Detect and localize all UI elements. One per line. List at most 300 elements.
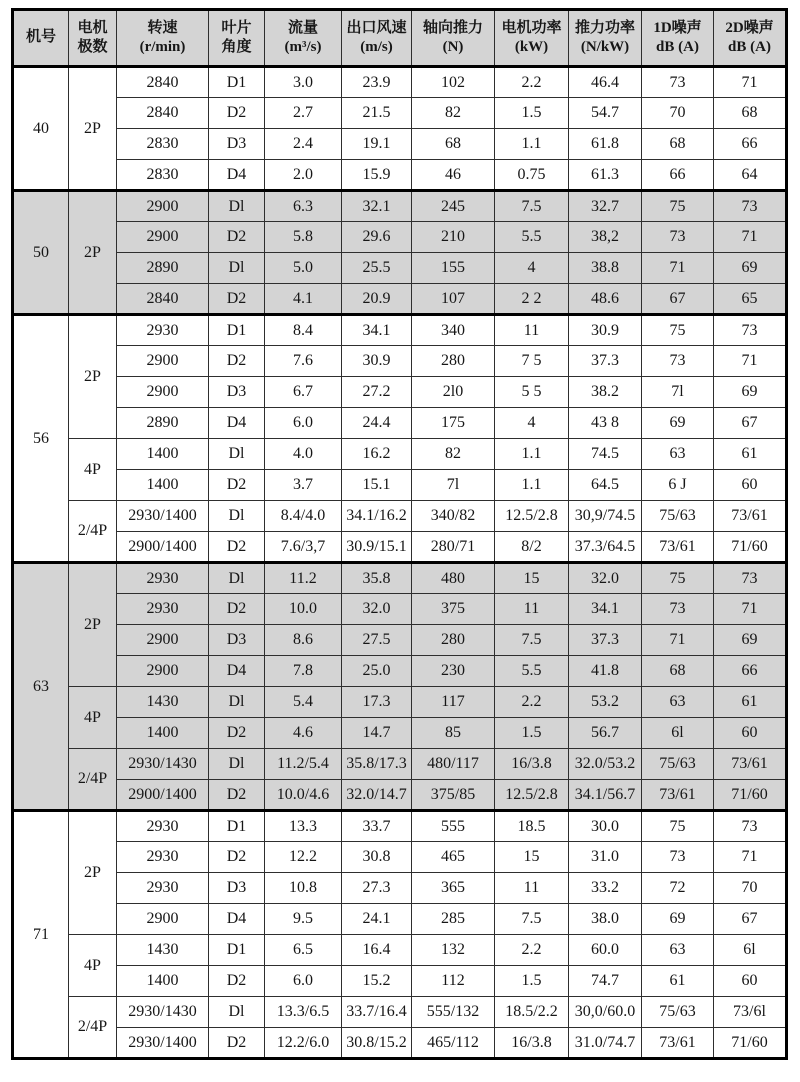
cell-axial-thrust: 465/112	[412, 1028, 495, 1059]
cell-outlet-velocity: 23.9	[342, 67, 412, 98]
cell-noise-1d: 6l	[642, 718, 714, 749]
cell-flow: 7.8	[265, 656, 342, 687]
cell-noise-2d: 71	[714, 594, 787, 625]
cell-noise-1d: 72	[642, 873, 714, 904]
cell-motor-power: 11	[495, 594, 569, 625]
cell-noise-1d: 63	[642, 687, 714, 718]
cell-axial-thrust: 85	[412, 718, 495, 749]
cell-motor-power: 16/3.8	[495, 1028, 569, 1059]
cell-blade-angle: D1	[209, 67, 265, 98]
cell-flow: 2.4	[265, 129, 342, 160]
cell-noise-2d: 68	[714, 98, 787, 129]
cell-noise-2d: 66	[714, 129, 787, 160]
cell-noise-1d: 73	[642, 222, 714, 253]
cell-thrust-power: 34.1	[569, 594, 642, 625]
cell-outlet-velocity: 21.5	[342, 98, 412, 129]
cell-noise-2d: 69	[714, 377, 787, 408]
cell-flow: 5.4	[265, 687, 342, 718]
cell-flow: 6.3	[265, 191, 342, 222]
header-text: dB (A)	[656, 39, 699, 55]
cell-blade-angle: D2	[209, 1028, 265, 1059]
cell-motor-power: 1.5	[495, 98, 569, 129]
cell-axial-thrust: 555/132	[412, 997, 495, 1028]
spec-row	[13, 749, 787, 780]
header-text: 1D噪声	[653, 19, 702, 36]
cell-thrust-power: 41.8	[569, 656, 642, 687]
column-header-thrust-power	[569, 10, 642, 67]
cell-noise-1d: 75	[642, 811, 714, 842]
cell-motor-power: 7.5	[495, 191, 569, 222]
cell-motor-power: 2.2	[495, 935, 569, 966]
cell-flow: 3.7	[265, 470, 342, 501]
cell-pole-count: 4P	[69, 439, 117, 501]
cell-noise-1d: 6 J	[642, 470, 714, 501]
cell-noise-2d: 61	[714, 439, 787, 470]
cell-blade-angle: D3	[209, 625, 265, 656]
cell-motor-power: 15	[495, 842, 569, 873]
cell-motor-power: 8/2	[495, 532, 569, 563]
cell-blade-angle: Dl	[209, 997, 265, 1028]
header-text: 轴向推力	[422, 19, 483, 36]
cell-outlet-velocity: 34.1	[342, 315, 412, 346]
spec-row	[13, 1028, 787, 1059]
header-row	[13, 10, 787, 67]
cell-pole-count: 2/4P	[69, 749, 117, 811]
cell-noise-2d: 73	[714, 191, 787, 222]
cell-axial-thrust: 375/85	[412, 780, 495, 811]
cell-thrust-power: 53.2	[569, 687, 642, 718]
cell-speed: 2900	[117, 191, 209, 222]
cell-motor-power: 2.2	[495, 687, 569, 718]
cell-speed: 2900	[117, 377, 209, 408]
cell-noise-1d: 75/63	[642, 749, 714, 780]
cell-noise-2d: 60	[714, 470, 787, 501]
cell-motor-power: 1.1	[495, 129, 569, 160]
cell-blade-angle: D1	[209, 811, 265, 842]
cell-flow: 8.6	[265, 625, 342, 656]
cell-blade-angle: D4	[209, 904, 265, 935]
column-header-speed	[117, 10, 209, 67]
cell-thrust-power: 60.0	[569, 935, 642, 966]
cell-axial-thrust: 68	[412, 129, 495, 160]
cell-axial-thrust: 340	[412, 315, 495, 346]
cell-pole-count: 2P	[69, 315, 117, 439]
spec-row	[13, 67, 787, 98]
cell-thrust-power: 64.5	[569, 470, 642, 501]
cell-noise-1d: 73/61	[642, 780, 714, 811]
cell-noise-2d: 71/60	[714, 1028, 787, 1059]
spec-row	[13, 315, 787, 346]
cell-blade-angle: D2	[209, 594, 265, 625]
spec-row	[13, 160, 787, 191]
cell-flow: 6.5	[265, 935, 342, 966]
cell-noise-2d: 71	[714, 842, 787, 873]
column-header-motor-power	[495, 10, 569, 67]
cell-speed: 2890	[117, 408, 209, 439]
cell-noise-1d: 66	[642, 160, 714, 191]
header-text: (r/min)	[139, 39, 186, 55]
cell-blade-angle: D2	[209, 532, 265, 563]
cell-blade-angle: D2	[209, 346, 265, 377]
cell-outlet-velocity: 24.1	[342, 904, 412, 935]
cell-noise-2d: 71	[714, 222, 787, 253]
cell-noise-2d: 69	[714, 253, 787, 284]
cell-thrust-power: 61.8	[569, 129, 642, 160]
cell-noise-2d: 73/61	[714, 501, 787, 532]
cell-axial-thrust: 210	[412, 222, 495, 253]
cell-noise-2d: 70	[714, 873, 787, 904]
cell-blade-angle: D2	[209, 470, 265, 501]
spec-row	[13, 966, 787, 997]
cell-outlet-velocity: 32.0	[342, 594, 412, 625]
cell-noise-2d: 6l	[714, 935, 787, 966]
cell-axial-thrust: 230	[412, 656, 495, 687]
cell-machine-no: 71	[13, 811, 69, 1059]
cell-noise-2d: 71/60	[714, 780, 787, 811]
cell-thrust-power: 30,0/60.0	[569, 997, 642, 1028]
cell-noise-1d: 67	[642, 284, 714, 315]
cell-thrust-power: 30,9/74.5	[569, 501, 642, 532]
cell-blade-angle: D1	[209, 315, 265, 346]
cell-speed: 2930	[117, 563, 209, 594]
cell-outlet-velocity: 20.9	[342, 284, 412, 315]
cell-speed: 1400	[117, 439, 209, 470]
cell-motor-power: 12.5/2.8	[495, 780, 569, 811]
cell-flow: 9.5	[265, 904, 342, 935]
cell-noise-2d: 73	[714, 563, 787, 594]
cell-flow: 11.2	[265, 563, 342, 594]
cell-axial-thrust: 480/117	[412, 749, 495, 780]
cell-blade-angle: D2	[209, 966, 265, 997]
cell-noise-1d: 75	[642, 315, 714, 346]
cell-outlet-velocity: 17.3	[342, 687, 412, 718]
cell-outlet-velocity: 15.2	[342, 966, 412, 997]
cell-axial-thrust: 245	[412, 191, 495, 222]
cell-noise-1d: 63	[642, 439, 714, 470]
header-text: 电机	[77, 19, 108, 36]
cell-thrust-power: 56.7	[569, 718, 642, 749]
cell-axial-thrust: 280/71	[412, 532, 495, 563]
cell-thrust-power: 32.0/53.2	[569, 749, 642, 780]
cell-axial-thrust: 155	[412, 253, 495, 284]
cell-noise-2d: 71	[714, 346, 787, 377]
cell-axial-thrust: 285	[412, 904, 495, 935]
cell-blade-angle: Dl	[209, 687, 265, 718]
spec-row	[13, 439, 787, 470]
cell-speed: 2930/1400	[117, 1028, 209, 1059]
cell-speed: 2890	[117, 253, 209, 284]
cell-blade-angle: D3	[209, 129, 265, 160]
cell-blade-angle: D4	[209, 656, 265, 687]
cell-noise-1d: 68	[642, 129, 714, 160]
fan-spec-table	[11, 8, 788, 1060]
cell-flow: 4.0	[265, 439, 342, 470]
cell-noise-1d: 71	[642, 625, 714, 656]
cell-outlet-velocity: 16.4	[342, 935, 412, 966]
cell-flow: 7.6	[265, 346, 342, 377]
spec-row	[13, 222, 787, 253]
header-text: 电机功率	[501, 19, 562, 36]
cell-thrust-power: 46.4	[569, 67, 642, 98]
spec-row	[13, 377, 787, 408]
cell-motor-power: 0.75	[495, 160, 569, 191]
cell-thrust-power: 43 8	[569, 408, 642, 439]
cell-flow: 13.3	[265, 811, 342, 842]
spec-row	[13, 98, 787, 129]
header-text: 机号	[25, 29, 56, 46]
cell-speed: 2930/1430	[117, 997, 209, 1028]
cell-thrust-power: 33.2	[569, 873, 642, 904]
cell-pole-count: 2P	[69, 811, 117, 935]
cell-flow: 11.2/5.4	[265, 749, 342, 780]
cell-axial-thrust: 340/82	[412, 501, 495, 532]
cell-motor-power: 1.1	[495, 470, 569, 501]
spec-row	[13, 253, 787, 284]
cell-outlet-velocity: 35.8/17.3	[342, 749, 412, 780]
cell-speed: 2900/1400	[117, 780, 209, 811]
cell-motor-power: 7.5	[495, 904, 569, 935]
cell-speed: 2930	[117, 315, 209, 346]
cell-motor-power: 1.1	[495, 439, 569, 470]
cell-speed: 2930	[117, 842, 209, 873]
cell-noise-1d: 73	[642, 594, 714, 625]
cell-speed: 2900	[117, 346, 209, 377]
cell-axial-thrust: 102	[412, 67, 495, 98]
cell-speed: 2930	[117, 873, 209, 904]
header-text: 角度	[221, 39, 252, 55]
cell-outlet-velocity: 24.4	[342, 408, 412, 439]
cell-noise-1d: 75/63	[642, 997, 714, 1028]
cell-axial-thrust: 555	[412, 811, 495, 842]
cell-axial-thrust: 107	[412, 284, 495, 315]
header-text: dB (A)	[728, 39, 771, 55]
cell-thrust-power: 31.0	[569, 842, 642, 873]
cell-thrust-power: 74.5	[569, 439, 642, 470]
cell-pole-count: 2/4P	[69, 501, 117, 563]
spec-row	[13, 687, 787, 718]
cell-noise-2d: 69	[714, 625, 787, 656]
cell-flow: 8.4	[265, 315, 342, 346]
cell-blade-angle: Dl	[209, 749, 265, 780]
cell-speed: 2900	[117, 656, 209, 687]
cell-axial-thrust: 280	[412, 625, 495, 656]
cell-noise-1d: 73	[642, 67, 714, 98]
cell-speed: 2840	[117, 67, 209, 98]
cell-speed: 2830	[117, 160, 209, 191]
cell-motor-power: 12.5/2.8	[495, 501, 569, 532]
cell-speed: 1400	[117, 718, 209, 749]
cell-noise-2d: 73	[714, 811, 787, 842]
cell-blade-angle: D2	[209, 718, 265, 749]
header-text: 叶片	[221, 19, 252, 36]
cell-noise-2d: 60	[714, 966, 787, 997]
header-text: 转速	[147, 19, 178, 36]
cell-thrust-power: 32.7	[569, 191, 642, 222]
cell-flow: 10.8	[265, 873, 342, 904]
spec-row	[13, 842, 787, 873]
cell-speed: 2930	[117, 594, 209, 625]
cell-noise-1d: 63	[642, 935, 714, 966]
cell-motor-power: 18.5	[495, 811, 569, 842]
cell-outlet-velocity: 19.1	[342, 129, 412, 160]
header-text: 出口风速	[346, 19, 407, 36]
cell-thrust-power: 38,2	[569, 222, 642, 253]
cell-thrust-power: 34.1/56.7	[569, 780, 642, 811]
cell-motor-power: 5.5	[495, 222, 569, 253]
spec-row	[13, 904, 787, 935]
column-header-blade-angle	[209, 10, 265, 67]
cell-outlet-velocity: 16.2	[342, 439, 412, 470]
cell-speed: 2830	[117, 129, 209, 160]
cell-axial-thrust: 280	[412, 346, 495, 377]
cell-axial-thrust: 465	[412, 842, 495, 873]
cell-axial-thrust: 175	[412, 408, 495, 439]
header-text: 推力功率	[574, 19, 635, 36]
cell-blade-angle: D2	[209, 284, 265, 315]
cell-pole-count: 4P	[69, 935, 117, 997]
cell-outlet-velocity: 27.2	[342, 377, 412, 408]
cell-blade-angle: D3	[209, 377, 265, 408]
cell-flow: 13.3/6.5	[265, 997, 342, 1028]
cell-blade-angle: D4	[209, 160, 265, 191]
spec-row	[13, 470, 787, 501]
cell-motor-power: 15	[495, 563, 569, 594]
cell-thrust-power: 38.8	[569, 253, 642, 284]
spec-table-body	[13, 67, 787, 1059]
cell-blade-angle: D2	[209, 222, 265, 253]
spec-row	[13, 780, 787, 811]
cell-motor-power: 7 5	[495, 346, 569, 377]
header-text: 极数	[77, 39, 108, 55]
spec-row	[13, 129, 787, 160]
cell-flow: 3.0	[265, 67, 342, 98]
cell-thrust-power: 37.3	[569, 625, 642, 656]
cell-outlet-velocity: 15.1	[342, 470, 412, 501]
cell-speed: 2930	[117, 811, 209, 842]
cell-thrust-power: 74.7	[569, 966, 642, 997]
column-header-axial-thrust	[412, 10, 495, 67]
cell-motor-power: 2.2	[495, 67, 569, 98]
cell-thrust-power: 30.0	[569, 811, 642, 842]
cell-noise-1d: 68	[642, 656, 714, 687]
cell-thrust-power: 54.7	[569, 98, 642, 129]
cell-outlet-velocity: 30.9	[342, 346, 412, 377]
cell-noise-2d: 60	[714, 718, 787, 749]
cell-speed: 1400	[117, 470, 209, 501]
cell-outlet-velocity: 30.8	[342, 842, 412, 873]
cell-speed: 2840	[117, 98, 209, 129]
cell-flow: 7.6/3,7	[265, 532, 342, 563]
cell-outlet-velocity: 32.1	[342, 191, 412, 222]
cell-motor-power: 11	[495, 873, 569, 904]
cell-noise-2d: 67	[714, 904, 787, 935]
cell-blade-angle: D3	[209, 873, 265, 904]
cell-noise-1d: 73/61	[642, 1028, 714, 1059]
cell-thrust-power: 48.6	[569, 284, 642, 315]
column-header-noise-2d	[714, 10, 787, 67]
cell-axial-thrust: 365	[412, 873, 495, 904]
cell-motor-power: 2 2	[495, 284, 569, 315]
cell-pole-count: 2P	[69, 67, 117, 191]
cell-machine-no: 63	[13, 563, 69, 811]
cell-noise-1d: 73	[642, 346, 714, 377]
cell-blade-angle: D2	[209, 842, 265, 873]
cell-thrust-power: 38.2	[569, 377, 642, 408]
cell-outlet-velocity: 27.5	[342, 625, 412, 656]
cell-noise-1d: 70	[642, 98, 714, 129]
cell-outlet-velocity: 35.8	[342, 563, 412, 594]
cell-axial-thrust: 46	[412, 160, 495, 191]
header-text: (m³/s)	[284, 39, 322, 55]
spec-row	[13, 563, 787, 594]
cell-axial-thrust: 82	[412, 439, 495, 470]
cell-speed: 2900	[117, 625, 209, 656]
cell-axial-thrust: 117	[412, 687, 495, 718]
spec-row	[13, 284, 787, 315]
cell-noise-1d: 75	[642, 563, 714, 594]
cell-flow: 5.8	[265, 222, 342, 253]
cell-outlet-velocity: 30.8/15.2	[342, 1028, 412, 1059]
cell-noise-1d: 69	[642, 904, 714, 935]
cell-blade-angle: D1	[209, 935, 265, 966]
cell-flow: 4.6	[265, 718, 342, 749]
cell-flow: 6.0	[265, 966, 342, 997]
cell-blade-angle: D2	[209, 780, 265, 811]
cell-outlet-velocity: 33.7/16.4	[342, 997, 412, 1028]
cell-thrust-power: 30.9	[569, 315, 642, 346]
cell-thrust-power: 37.3	[569, 346, 642, 377]
spec-row	[13, 501, 787, 532]
cell-motor-power: 4	[495, 408, 569, 439]
cell-flow: 8.4/4.0	[265, 501, 342, 532]
cell-speed: 1400	[117, 966, 209, 997]
spec-row	[13, 532, 787, 563]
spec-row	[13, 997, 787, 1028]
cell-motor-power: 4	[495, 253, 569, 284]
spec-row	[13, 811, 787, 842]
cell-flow: 4.1	[265, 284, 342, 315]
cell-axial-thrust: 132	[412, 935, 495, 966]
cell-thrust-power: 61.3	[569, 160, 642, 191]
cell-speed: 2900	[117, 222, 209, 253]
cell-axial-thrust: 480	[412, 563, 495, 594]
column-header-noise-1d	[642, 10, 714, 67]
cell-axial-thrust: 2l0	[412, 377, 495, 408]
cell-blade-angle: Dl	[209, 253, 265, 284]
cell-noise-2d: 67	[714, 408, 787, 439]
cell-outlet-velocity: 32.0/14.7	[342, 780, 412, 811]
spec-row	[13, 873, 787, 904]
cell-axial-thrust: 7l	[412, 470, 495, 501]
cell-flow: 5.0	[265, 253, 342, 284]
cell-machine-no: 50	[13, 191, 69, 315]
cell-flow: 6.0	[265, 408, 342, 439]
cell-outlet-velocity: 25.0	[342, 656, 412, 687]
spec-row	[13, 594, 787, 625]
cell-noise-1d: 7l	[642, 377, 714, 408]
cell-machine-no: 40	[13, 67, 69, 191]
cell-noise-2d: 71/60	[714, 532, 787, 563]
cell-machine-no: 56	[13, 315, 69, 563]
header-text: (N)	[442, 39, 464, 55]
cell-outlet-velocity: 30.9/15.1	[342, 532, 412, 563]
spec-row	[13, 346, 787, 377]
spec-row	[13, 935, 787, 966]
cell-motor-power: 7.5	[495, 625, 569, 656]
cell-noise-2d: 66	[714, 656, 787, 687]
cell-noise-1d: 71	[642, 253, 714, 284]
column-header-outlet-velocity	[342, 10, 412, 67]
